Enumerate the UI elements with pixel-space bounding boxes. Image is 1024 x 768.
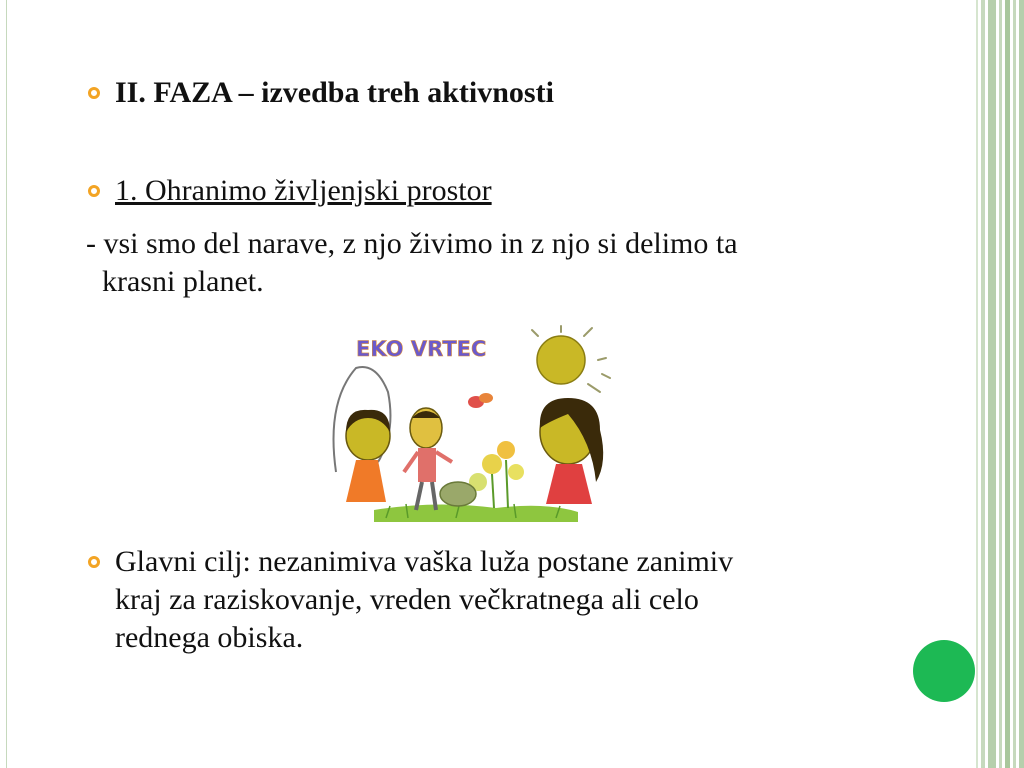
eko-vrtec-illustration <box>316 322 622 528</box>
slide-heading: II. FAZA – izvedba treh aktivnosti <box>115 76 554 109</box>
sun-icon <box>532 326 610 392</box>
activity-description <box>86 225 738 301</box>
bullet-icon <box>88 87 100 99</box>
child-figure <box>346 410 390 502</box>
illustration-caption: EKO VRTEC <box>356 337 487 361</box>
stripe <box>1013 0 1016 768</box>
goal-line: rednega obiska. <box>115 621 304 654</box>
goal-paragraph <box>115 543 733 657</box>
stripe <box>988 0 996 768</box>
stripe <box>1019 0 1024 768</box>
decorative-stripes <box>976 0 1024 768</box>
green-dot-decoration <box>913 640 975 702</box>
goal-line: kraj za raziskovanje, vreden večkratnega ali celo <box>115 583 699 616</box>
stripe <box>999 0 1002 768</box>
stripe <box>1005 0 1010 768</box>
left-border-line <box>6 0 7 768</box>
flower-icon <box>469 441 524 508</box>
stripe <box>981 0 985 768</box>
stripe <box>976 0 978 768</box>
goal-line: Glavni cilj: nezanimiva vaška luža postane zanimiv <box>115 545 734 578</box>
butterfly-icon <box>468 393 493 408</box>
bullet-icon <box>88 185 100 197</box>
activity-description-line: krasni planet. <box>102 265 264 298</box>
activity-title: 1. Ohranimo življenjski prostor <box>115 174 492 207</box>
activity-description-line: - vsi smo del narave, z njo živimo in z njo si delimo ta <box>86 227 738 260</box>
child-figure <box>540 398 603 504</box>
bullet-icon <box>88 556 100 568</box>
